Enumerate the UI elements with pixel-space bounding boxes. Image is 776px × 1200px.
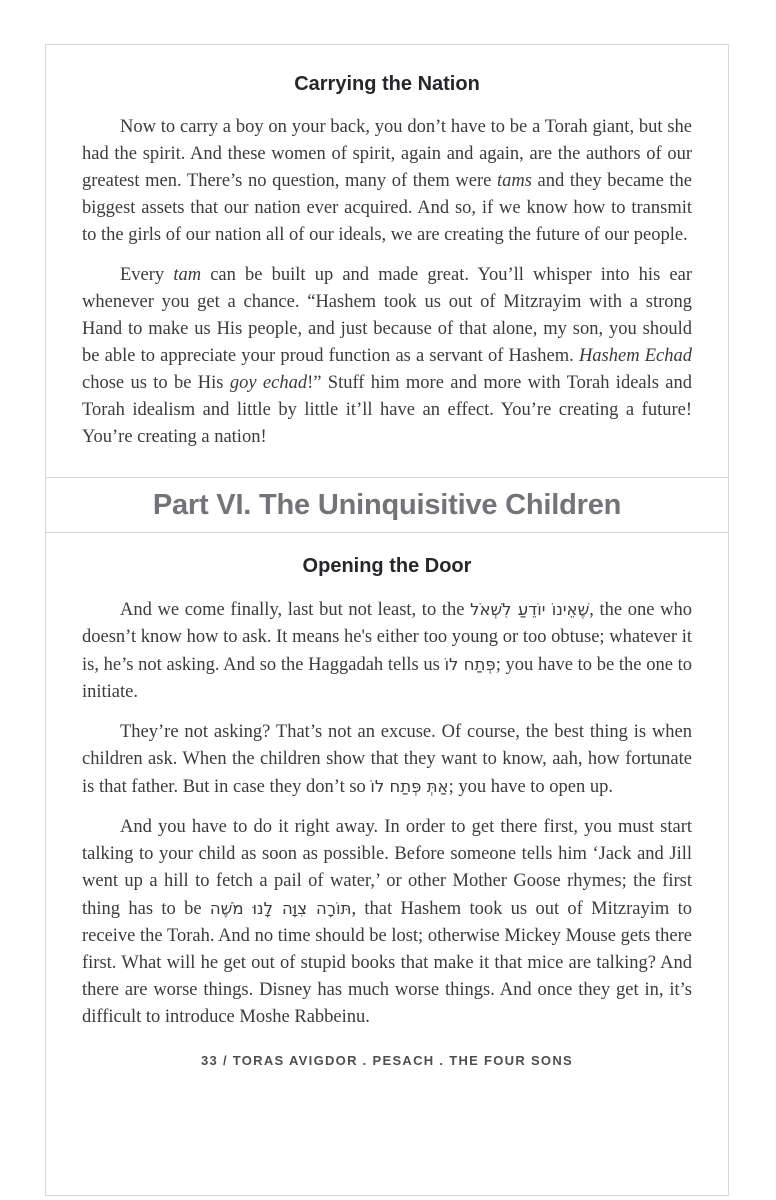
- page-footer: 33 / TORAS AVIGDOR . PESACH . THE FOUR SONS: [200, 1053, 574, 1068]
- text-run: ; you have to open up.: [448, 777, 614, 797]
- text-run: can be built up and made great. You’ll whisper into his ear whenever you get a chance. “Hashem took us out of Mitzrayim with a strong Hand to make us His people, and just because of that alone, my son, you should be able to appreciate your proud function as a servant of Hashem.: [82, 265, 692, 366]
- part-header-band: [46, 477, 728, 533]
- italic-term: goy echad: [229, 373, 308, 393]
- text-run: ; you have to be the one to initiate.: [82, 655, 693, 702]
- italic-term: tams: [496, 171, 532, 191]
- text-run: !” Stuff him more and more with Torah ideals and Torah idealism and little by little it’ll have an effect. You’re creating a future! You’re creating a nation!: [82, 373, 693, 447]
- hebrew-phrase: שֶׁאֵינוֹ יוֹדֵעַ לִשְׁאֹל: [470, 600, 590, 619]
- hebrew-phrase: תּוֹרָה צִוָּה לָנוּ מֹשֶׁה: [209, 899, 352, 918]
- hebrew-phrase: פְּתַח לוֹ: [444, 655, 496, 674]
- text-run: Now to carry a boy on your back, you don’t have to be a Torah giant, but she had the spirit. And these women of spirit, again and again, are the authors of our greatest men. There’s no question, many of them were: [82, 117, 692, 191]
- text-run: , that Hashem took us out of Mitzrayim to receive the Torah. And no time should be lost; otherwise Mickey Mouse gets there first. What will he get out of stupid books that make it that mice are talking? And there are worse things. Disney has much worse things. And once they get in, it’s difficult to introduce Moshe Rabbeinu.: [82, 899, 692, 1027]
- section-carrying-the-nation: [46, 45, 728, 477]
- section-heading: Carrying the Nation: [294, 73, 480, 95]
- section-opening-the-door: [46, 533, 728, 1068]
- text-run: They’re not asking? That’s not an excuse. Of course, the best thing is when children ask. When the children show that they want to know, aah, how fortunate is that father. But in case they don’t so: [82, 722, 692, 797]
- article-card: [45, 44, 729, 1196]
- article-paragraph: [82, 114, 692, 249]
- text-run: and they became the biggest assets that our nation ever acquired. And so, if we know how to transmit to the girls of our nation all of our ideals, we are creating the future of our people.: [82, 171, 692, 245]
- text-run: chose us to be His: [82, 373, 230, 393]
- article-paragraph: [82, 814, 692, 1031]
- article-paragraph: [82, 262, 692, 451]
- italic-term: tam: [173, 265, 202, 285]
- article-paragraph: [82, 596, 692, 706]
- text-run: And you have to do it right away. In order to get there first, you must start talking to your child as soon as possible. Before someone tells him ‘Jack and Jill went up a hill to fetch a pail of water,’ or other Mother Goose rhymes; the first thing has to be: [82, 817, 692, 919]
- text-run: Every: [120, 265, 174, 285]
- article-paragraph: [82, 719, 692, 801]
- text-run: , the one who doesn’t know how to ask. It means he's either too young or too obtuse; whatever it is, he’s not asking. And so the Haggadah tells us: [82, 600, 692, 675]
- text-run: And we come finally, last but not least, to the: [120, 600, 471, 620]
- italic-term: Hashem Echad: [578, 346, 692, 366]
- section-heading: Opening the Door: [302, 555, 472, 577]
- hebrew-phrase: אַתְּ פְּתַח לוֹ: [370, 777, 449, 796]
- part-title: Part VI. The Uninquisitive Children: [152, 488, 622, 521]
